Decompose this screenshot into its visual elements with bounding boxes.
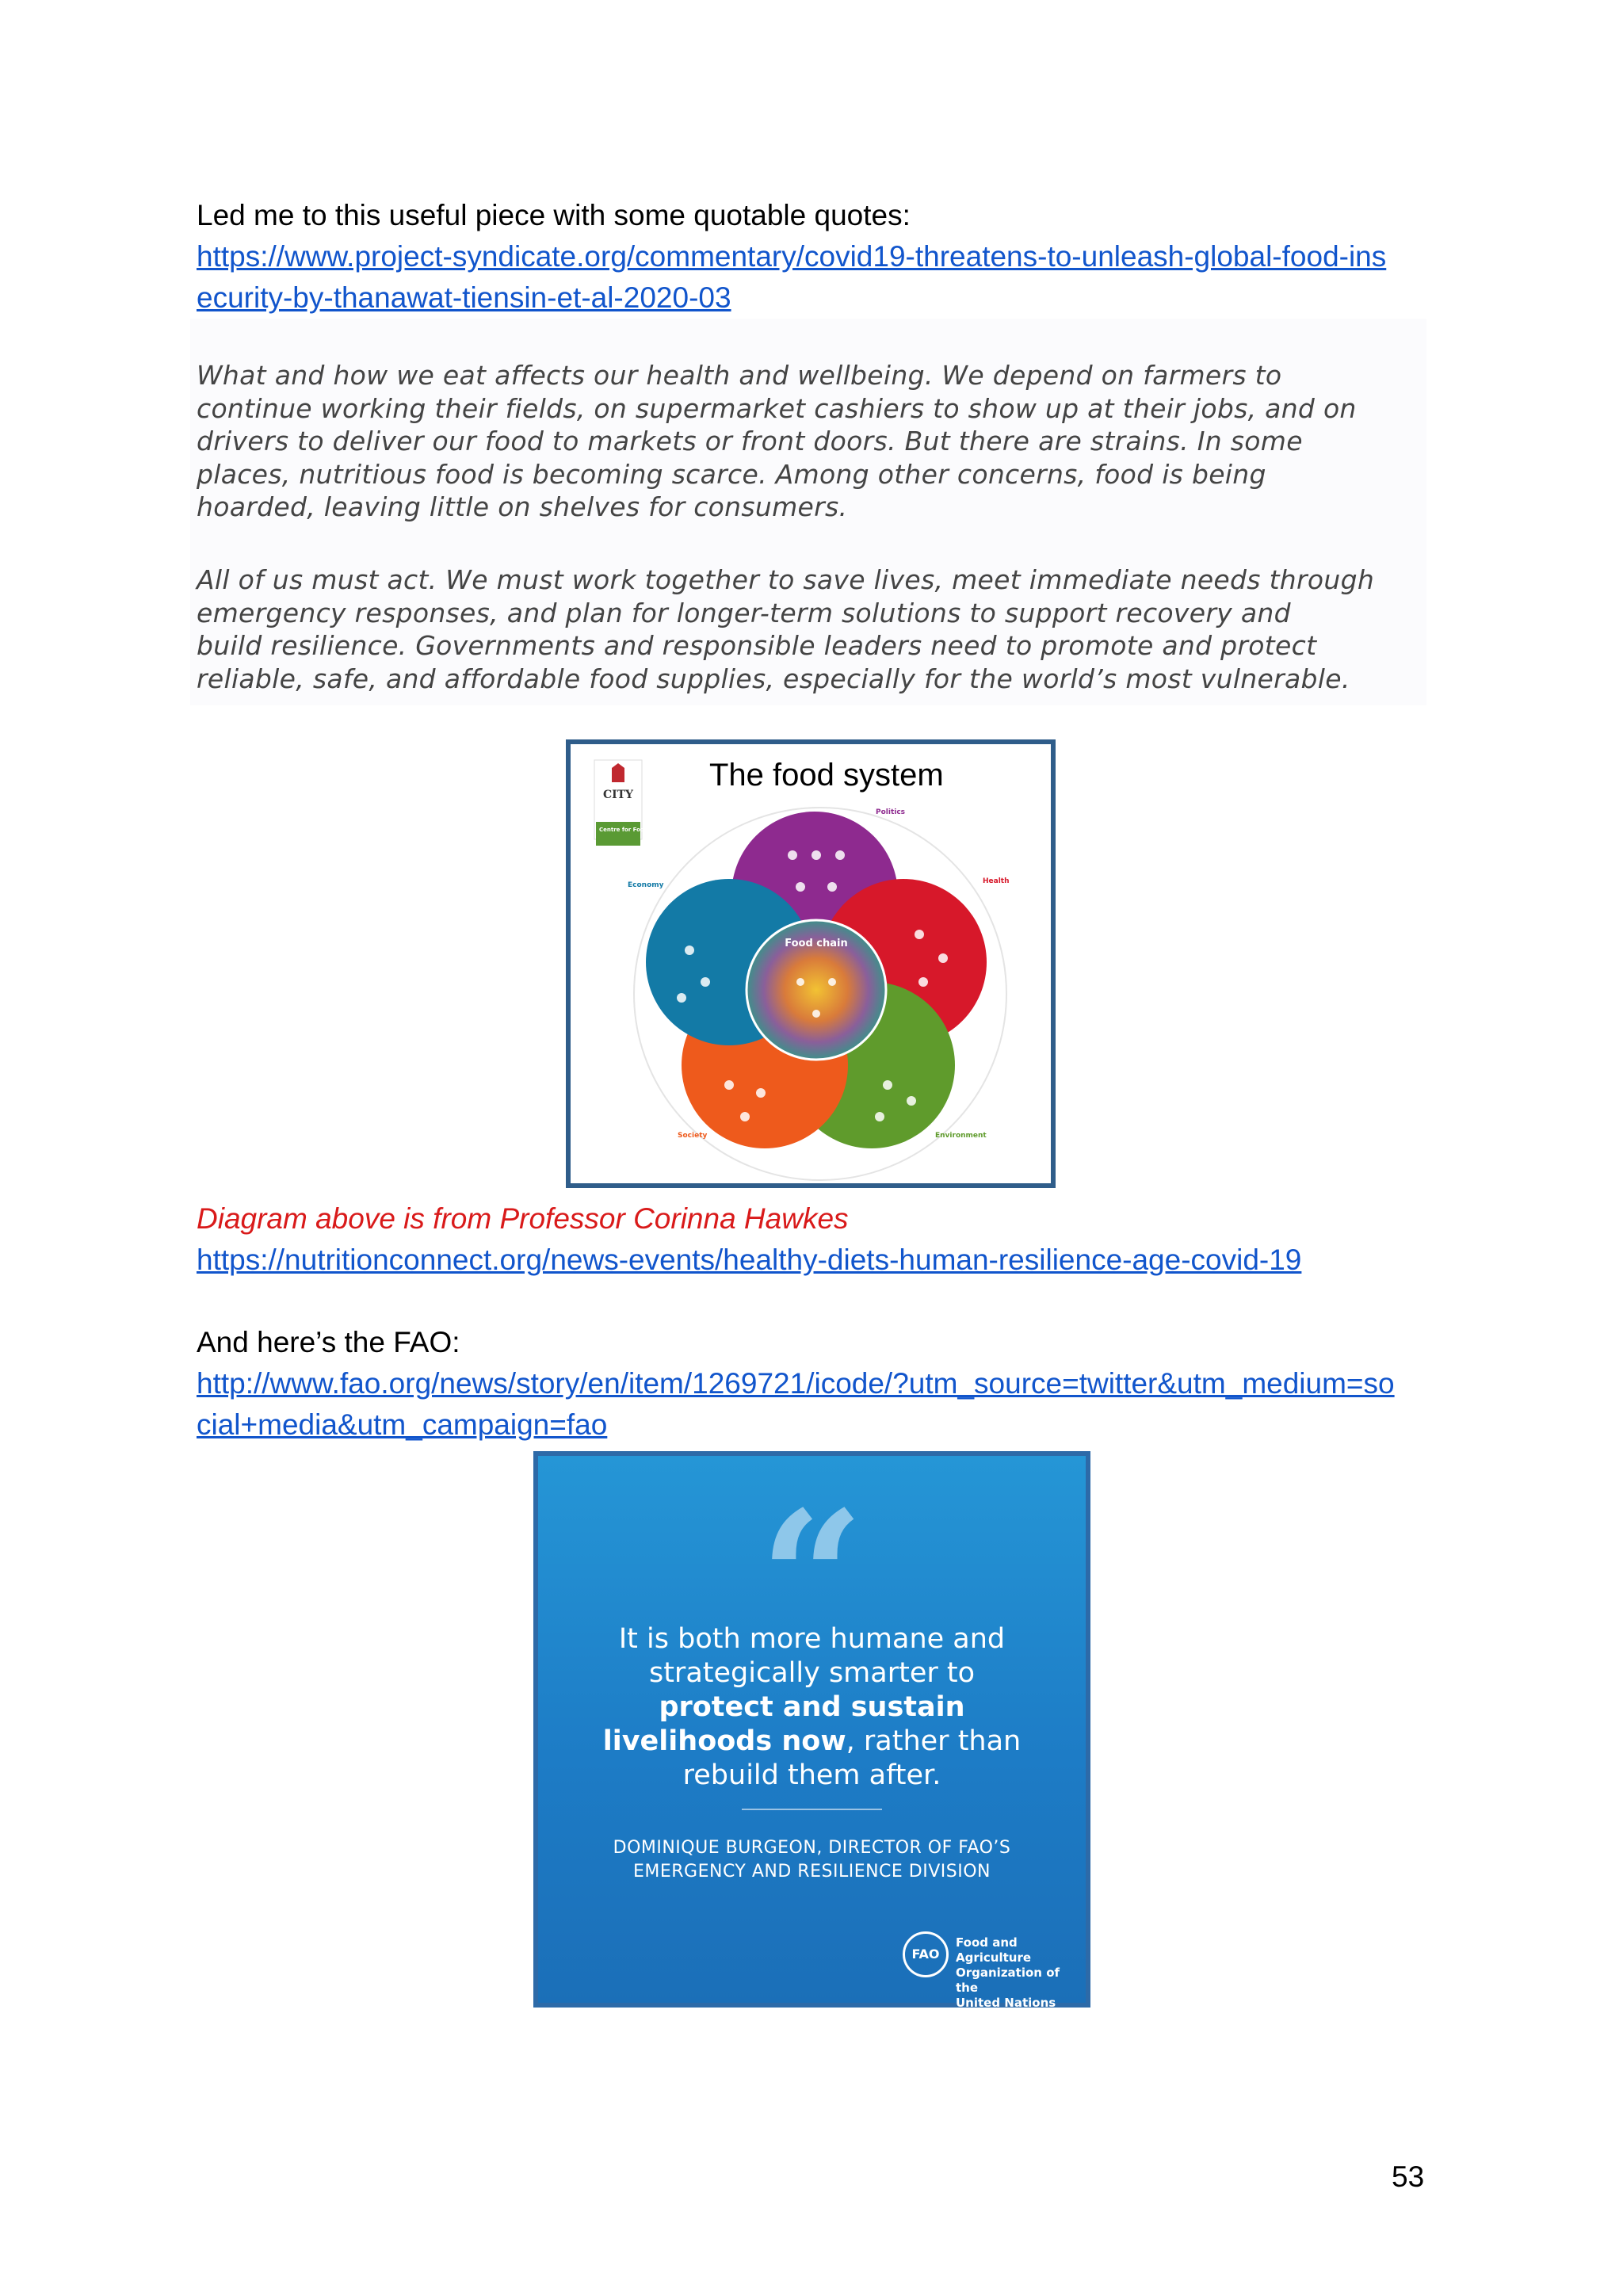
centre-badge — [596, 822, 640, 846]
quote-line: All of us must act. We must work together to save lives, meet immediate needs through — [197, 564, 1375, 595]
link-line-2[interactable]: ecurity-by-thanawat-tiensin-et-al-2020-03 — [197, 281, 731, 314]
quote-line: rebuild them after. — [682, 1759, 941, 1791]
quote-paragraph-1 — [197, 359, 1426, 524]
centre-label: Centre for Food Policy — [599, 827, 669, 833]
health-label: Health — [983, 877, 1010, 885]
attribution-line: DOMINIQUE BURGEON, DIRECTOR OF FAO’S — [613, 1838, 1011, 1858]
nutritionconnect-link[interactable]: https://nutritionconnect.org/news-events/healthy-diets-human-resilience-age-covid-19 — [197, 1244, 1302, 1276]
food-system-graphic — [571, 744, 1051, 1183]
quote-line: What and how we eat affects our health and wellbeing. We depend on farmers to — [197, 360, 1282, 391]
intro-text: Led me to this useful piece with some quotable quotes: — [197, 199, 911, 231]
fao-quote-card — [533, 1451, 1090, 2008]
attribution-line: EMERGENCY AND RESILIENCE DIVISION — [632, 1862, 991, 1881]
org-line: United Nations — [956, 1996, 1056, 2010]
link-line-1[interactable]: http://www.fao.org/news/story/en/item/1269721/icode/?utm_source=twitter&utm_medium=so — [197, 1367, 1395, 1400]
page-number: 53 — [1392, 2160, 1425, 2193]
quote-line: hoarded, leaving little on shelves for consumers. — [197, 491, 848, 522]
economy-label: Economy — [628, 881, 664, 889]
quote-emphasis: protect and sustain — [659, 1691, 965, 1723]
fao-link[interactable] — [197, 1363, 1433, 1446]
fao-attribution — [538, 1836, 1086, 1884]
food-system-diagram — [566, 739, 1056, 1188]
environment-label: Environment — [935, 1132, 987, 1140]
quote-line: , rather than — [846, 1725, 1022, 1757]
link-line-2[interactable]: cial+media&utm_campaign=fao — [197, 1408, 608, 1441]
quote-line: strategically smarter to — [648, 1657, 976, 1689]
quote-line: It is both more humane and — [618, 1623, 1006, 1655]
link-line-1[interactable]: https://www.project-syndicate.org/commentary/covid19-threatens-to-unleash-global-food-ins — [197, 240, 1387, 273]
org-line: Food and Agriculture — [956, 1935, 1032, 1965]
diagram-title: The food system — [709, 758, 944, 793]
emblem-text: FAO — [911, 1946, 940, 1962]
diagram-caption: Diagram above is from Professor Corinna Hawkes — [197, 1202, 849, 1235]
project-syndicate-link[interactable] — [197, 236, 1433, 319]
quote-line: build resilience. Governments and responsible leaders need to promote and protect — [197, 630, 1317, 661]
society-label: Society — [678, 1132, 708, 1140]
food-chain-label: Food chain — [785, 938, 848, 949]
org-line: Organization of the — [956, 1966, 1060, 1995]
fao-emblem-icon — [903, 1931, 949, 1977]
logo-text: CITY — [602, 789, 634, 801]
quote-emphasis: livelihoods now — [602, 1725, 846, 1757]
fao-quote-text — [538, 1622, 1086, 1793]
quote-line: reliable, safe, and affordable food supplies, especially for the world’s most vulnerable. — [197, 663, 1350, 694]
quote-paragraph-2 — [197, 563, 1426, 695]
quote-line: places, nutritious food is becoming scarce. Among other concerns, food is being — [197, 458, 1266, 490]
fao-intro-text: And here’s the FAO: — [197, 1326, 460, 1358]
politics-label: Politics — [876, 808, 906, 816]
divider — [742, 1809, 882, 1810]
quote-line: drivers to deliver our food to markets or front doors. But there are strains. In some — [197, 426, 1303, 457]
quote-line: continue working their fields, on supermarket cashiers to show up at their jobs, and on — [197, 392, 1357, 424]
quote-mark-icon: “ — [759, 1472, 865, 1686]
fao-org-name — [956, 1935, 1083, 2011]
quote-line: emergency responses, and plan for longer-term solutions to support recovery and — [197, 597, 1291, 628]
